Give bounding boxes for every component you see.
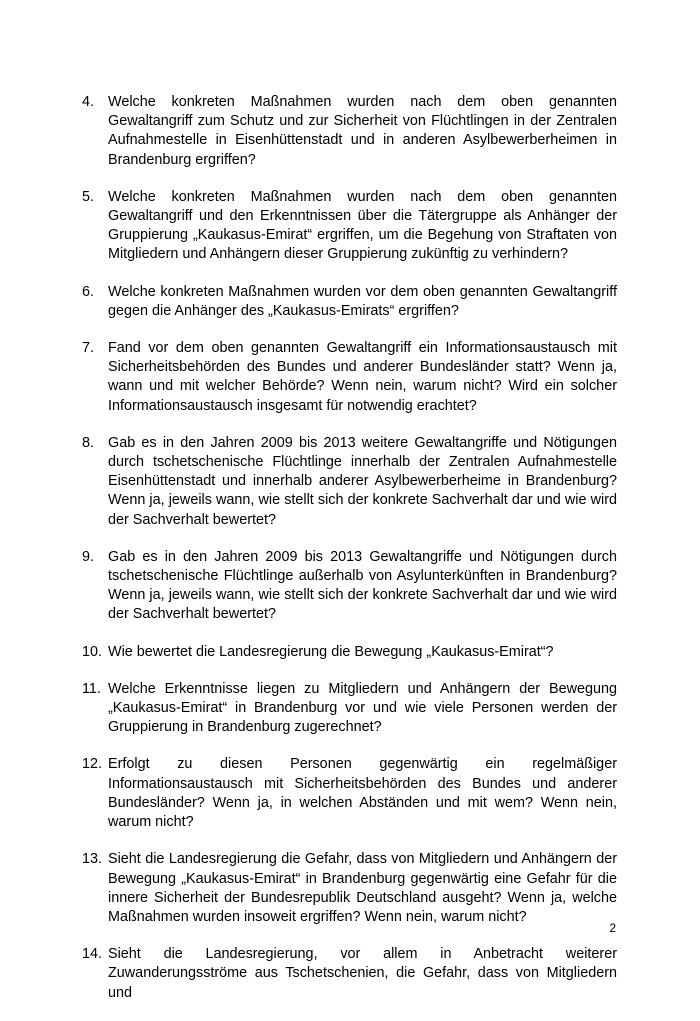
question-number: 13.	[82, 851, 103, 868]
question-item	[82, 755, 617, 832]
question-number: 6.	[82, 283, 95, 300]
question-text: Sieht die Landesregierung die Gefahr, dass von Mitgliedern und Anhängern der Bewegung „Kaukasus-Emirat“ in Brandenburg gegenwärtig eine Gefahr für die innere Sicherheit der Bundesrepublik Deutschland ausgeht? Wenn ja, welche Maßnahmen wurden insoweit ergriffen? Wenn nein, warum nicht?	[108, 851, 617, 925]
question-number: 4.	[82, 94, 95, 110]
question-text: Gab es in den Jahren 2009 bis 2013 weitere Gewaltangriffe und Nötigungen durch tschetschenische Flüchtlinge innerhalb der Zentralen Aufnahmestelle Eisenhüttenstadt und innerhalb anderer Asylbewerberheime in Brandenburg? Wenn ja, jeweils wann, wie stellt sich der konkrete Sachverhalt dar und wie wird der Sachverhalt bewertet?	[108, 434, 617, 528]
question-number: 7.	[82, 340, 95, 357]
question-item	[82, 339, 617, 416]
question-number: 10.	[82, 643, 103, 660]
question-text: Welche konkreten Maßnahmen wurden vor dem oben genannten Gewaltangriff gegen die Anhänger des „Kaukasus-Emirats“ ergriffen?	[108, 283, 617, 319]
question-text: Welche konkreten Maßnahmen wurden nach dem oben genannten Gewaltangriff zum Schutz und zur Sicherheit von Flüchtlingen in der Zentralen Aufnahmestelle in Eisenhüttenstadt und in anderen Asylbewerberheimen in Brandenburg ergriffen?	[108, 94, 617, 168]
question-item	[82, 93, 617, 170]
question-item	[82, 643, 617, 662]
question-text: Erfolgt zu diesen Personen gegenwärtig ein regelmäßiger Informationsaustausch mit Sicherheitsbehörden des Bundes und anderer Bundesländer? Wenn ja, in welchen Abständen und mit wem? Wenn nein, warum nicht?	[108, 756, 617, 831]
question-item	[82, 850, 617, 927]
question-text: Gab es in den Jahren 2009 bis 2013 Gewaltangriffe und Nötigungen durch tschetschenische Flüchtlinge außerhalb von Asylunterkünften in Brandenburg? Wenn ja, jeweils wann, wie stellt sich der konkrete Sachverhalt dar und wie wird der Sachverhalt bewertet?	[108, 548, 617, 623]
question-number: 12.	[82, 756, 103, 773]
question-text: Wie bewertet die Landesregierung die Bewegung „Kaukasus-Emirat“?	[108, 643, 554, 660]
question-text: Welche Erkenntnisse liegen zu Mitgliedern und Anhängern der Bewegung „Kaukasus-Emirat“ in Brandenburg vor und wie viele Personen werden der Gruppierung in Brandenburg zugerechnet?	[108, 680, 617, 736]
question-item	[82, 188, 617, 265]
question-item	[82, 434, 617, 530]
question-item	[82, 283, 617, 321]
question-text: Welche konkreten Maßnahmen wurden nach dem oben genannten Gewaltangriff und den Erkenntnissen über die Tätergruppe als Anhänger der Gruppierung „Kaukasus-Emirat“ ergriffen, um die Begehung von Straftaten von Mitgliedern und Anhängern dieser Gruppierung zukünftig zu verhindern?	[108, 188, 617, 263]
question-number: 14.	[82, 946, 103, 963]
question-number: 9.	[82, 548, 95, 565]
question-list	[82, 93, 617, 1021]
question-number: 8.	[82, 434, 95, 451]
question-item	[82, 680, 617, 738]
question-text: Sieht die Landesregierung, vor allem in Anbetracht weiterer Zuwanderungsströme aus Tschetschenien, die Gefahr, dass von Mitgliedern und	[108, 946, 617, 1001]
page-number: 2	[609, 921, 616, 935]
question-item	[82, 945, 617, 1003]
question-item	[82, 548, 617, 625]
question-number: 11.	[82, 680, 101, 697]
question-text: Fand vor dem oben genannten Gewaltangriff ein Informationsaustausch mit Sicherheitsbehörden des Bundes und anderer Bundesländer statt? Wenn ja, wann und mit welcher Behörde? Wenn nein, warum nicht? Wird ein solcher Informationsaustausch insgesamt für notwendig erachtet?	[108, 340, 617, 414]
question-number: 5.	[82, 188, 95, 205]
